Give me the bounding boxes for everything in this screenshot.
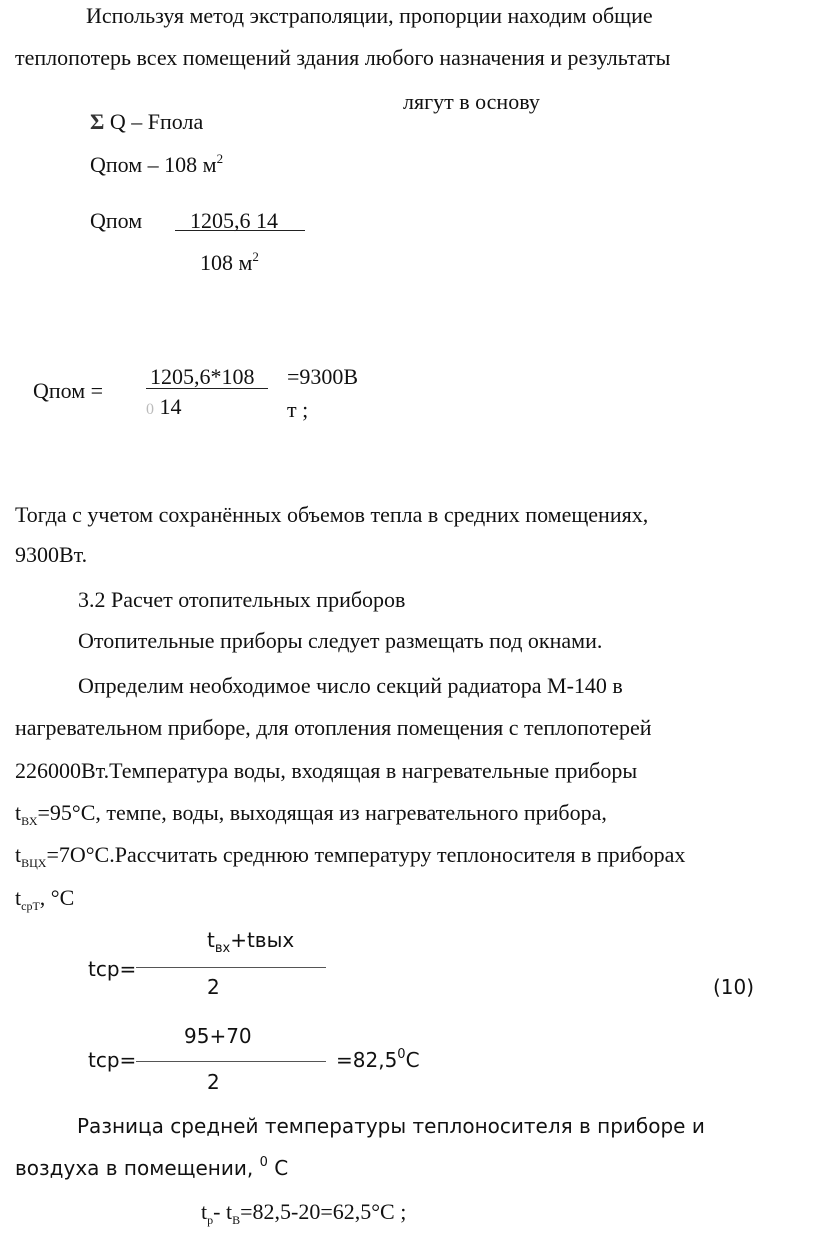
paragraph1-line2: теплопотерь всех помещений здания любого назначения и результаты [15, 45, 671, 70]
paragraph4-line5-text: =7О°С.Рассчитать среднюю температуру теплоносителя в приборах [46, 842, 686, 867]
formula11-label: tср= [88, 1048, 137, 1072]
formula-qpom-area-text: Qпом – 108 м [90, 152, 217, 177]
formula10-label: tср= [88, 957, 137, 981]
formula-ratio-denominator [200, 250, 259, 279]
formula-result-fraction-line [146, 388, 268, 389]
t-symbol: t [207, 928, 215, 952]
formula-sum [90, 109, 203, 135]
formula12-rest: =82,5-20=62,5°С ; [240, 1199, 407, 1224]
subscript-vx: вх [214, 941, 231, 956]
degree-superscript: 0 [259, 1155, 268, 1170]
paragraph4-line1: Определим необходимое число секций радиатора М-140 в [78, 673, 623, 698]
paragraph3: Отопительные приборы следует размещать под окнами. [78, 628, 603, 653]
formula12 [201, 1199, 406, 1228]
paragraph2-line1: Тогда с учетом сохранённых объемов тепла в средних помещениях, [15, 502, 649, 527]
formula-ratio-numerator: 1205,6 14 [190, 208, 278, 233]
paragraph4-line5 [15, 842, 685, 871]
sigma-symbol: Σ [90, 109, 105, 134]
formula-qpom-area-sup: 2 [216, 151, 224, 166]
formula-result-value-end: т ; [287, 397, 309, 422]
subscript-r: р [207, 1213, 214, 1227]
paragraph4-line4-text: =95°С, темпе, воды, выходящая из нагревательного прибора, [37, 800, 607, 825]
paragraph4-line3: 226000Вт.Температура воды, входящая в нагревательные приборы [15, 758, 638, 783]
paragraph4-line6 [15, 885, 74, 914]
paragraph5-line2-text: воздуха в помещении, [15, 1156, 260, 1180]
t-symbol: t [15, 842, 22, 867]
paragraph1-line3: лягут в основу [403, 89, 540, 114]
t-symbol: t [201, 1199, 208, 1224]
formula11-fraction-line [136, 1061, 326, 1062]
formula11-result-unit: С [405, 1048, 420, 1072]
paragraph5-line2-unit: С [267, 1156, 289, 1180]
subscript-vx: ВХ [21, 814, 38, 828]
section-heading: 3.2 Расчет отопительных приборов [78, 587, 406, 612]
t-symbol: t [15, 885, 22, 910]
paragraph4-line2: нагревательном приборе, для отопления помещения с теплопотерей [15, 715, 652, 740]
subscript-srt: срТ [21, 899, 40, 913]
formula11-denominator: 2 [207, 1070, 220, 1094]
formula10-denominator: 2 [207, 975, 220, 999]
formula-qpom-area [90, 152, 223, 181]
paragraph4-line6-text: , °С [39, 885, 75, 910]
formula-ratio-denominator-text: 108 м [200, 250, 253, 275]
formula11-result [336, 1047, 420, 1077]
subscript-v: В [232, 1213, 241, 1227]
formula10-number: (10) [713, 975, 755, 999]
formula-ratio-label: Qпом [90, 208, 143, 233]
paragraph2-line2: 9300Вт. [15, 542, 88, 567]
formula-result-denominator: 14 [159, 394, 182, 419]
formula-result-label: Qпом = [33, 378, 104, 403]
formula10-numerator [207, 927, 294, 957]
formula-result-value: =9300В [287, 364, 359, 389]
paragraph4-line4 [15, 800, 607, 829]
formula10-numerator-rest: +tвых [230, 928, 295, 952]
t-symbol: t [15, 800, 22, 825]
degree-superscript: 0 [397, 1047, 406, 1062]
formula12-minus-t: - t [213, 1199, 233, 1224]
paragraph5-line1: Разница средней температуры теплоносителя в приборе и [77, 1114, 705, 1138]
formula-result-numerator: 1205,6*108 [150, 364, 255, 389]
formula-result-marker: 0 [146, 401, 154, 418]
formula10-fraction-line [136, 967, 326, 968]
subscript-vyx: ВЦХ [21, 856, 47, 870]
formula11-result-value: =82,5 [336, 1048, 398, 1072]
formula-sum-text: Q – Fпола [104, 109, 204, 134]
paragraph5-line2 [15, 1155, 288, 1185]
formula11-numerator: 95+70 [184, 1024, 252, 1048]
paragraph1-line1: Используя метод экстраполяции, пропорции находим общие [86, 3, 653, 28]
formula-result-denominator-row [146, 394, 182, 423]
formula-ratio-fraction-line [175, 230, 305, 231]
formula-ratio-denominator-sup: 2 [252, 249, 259, 264]
